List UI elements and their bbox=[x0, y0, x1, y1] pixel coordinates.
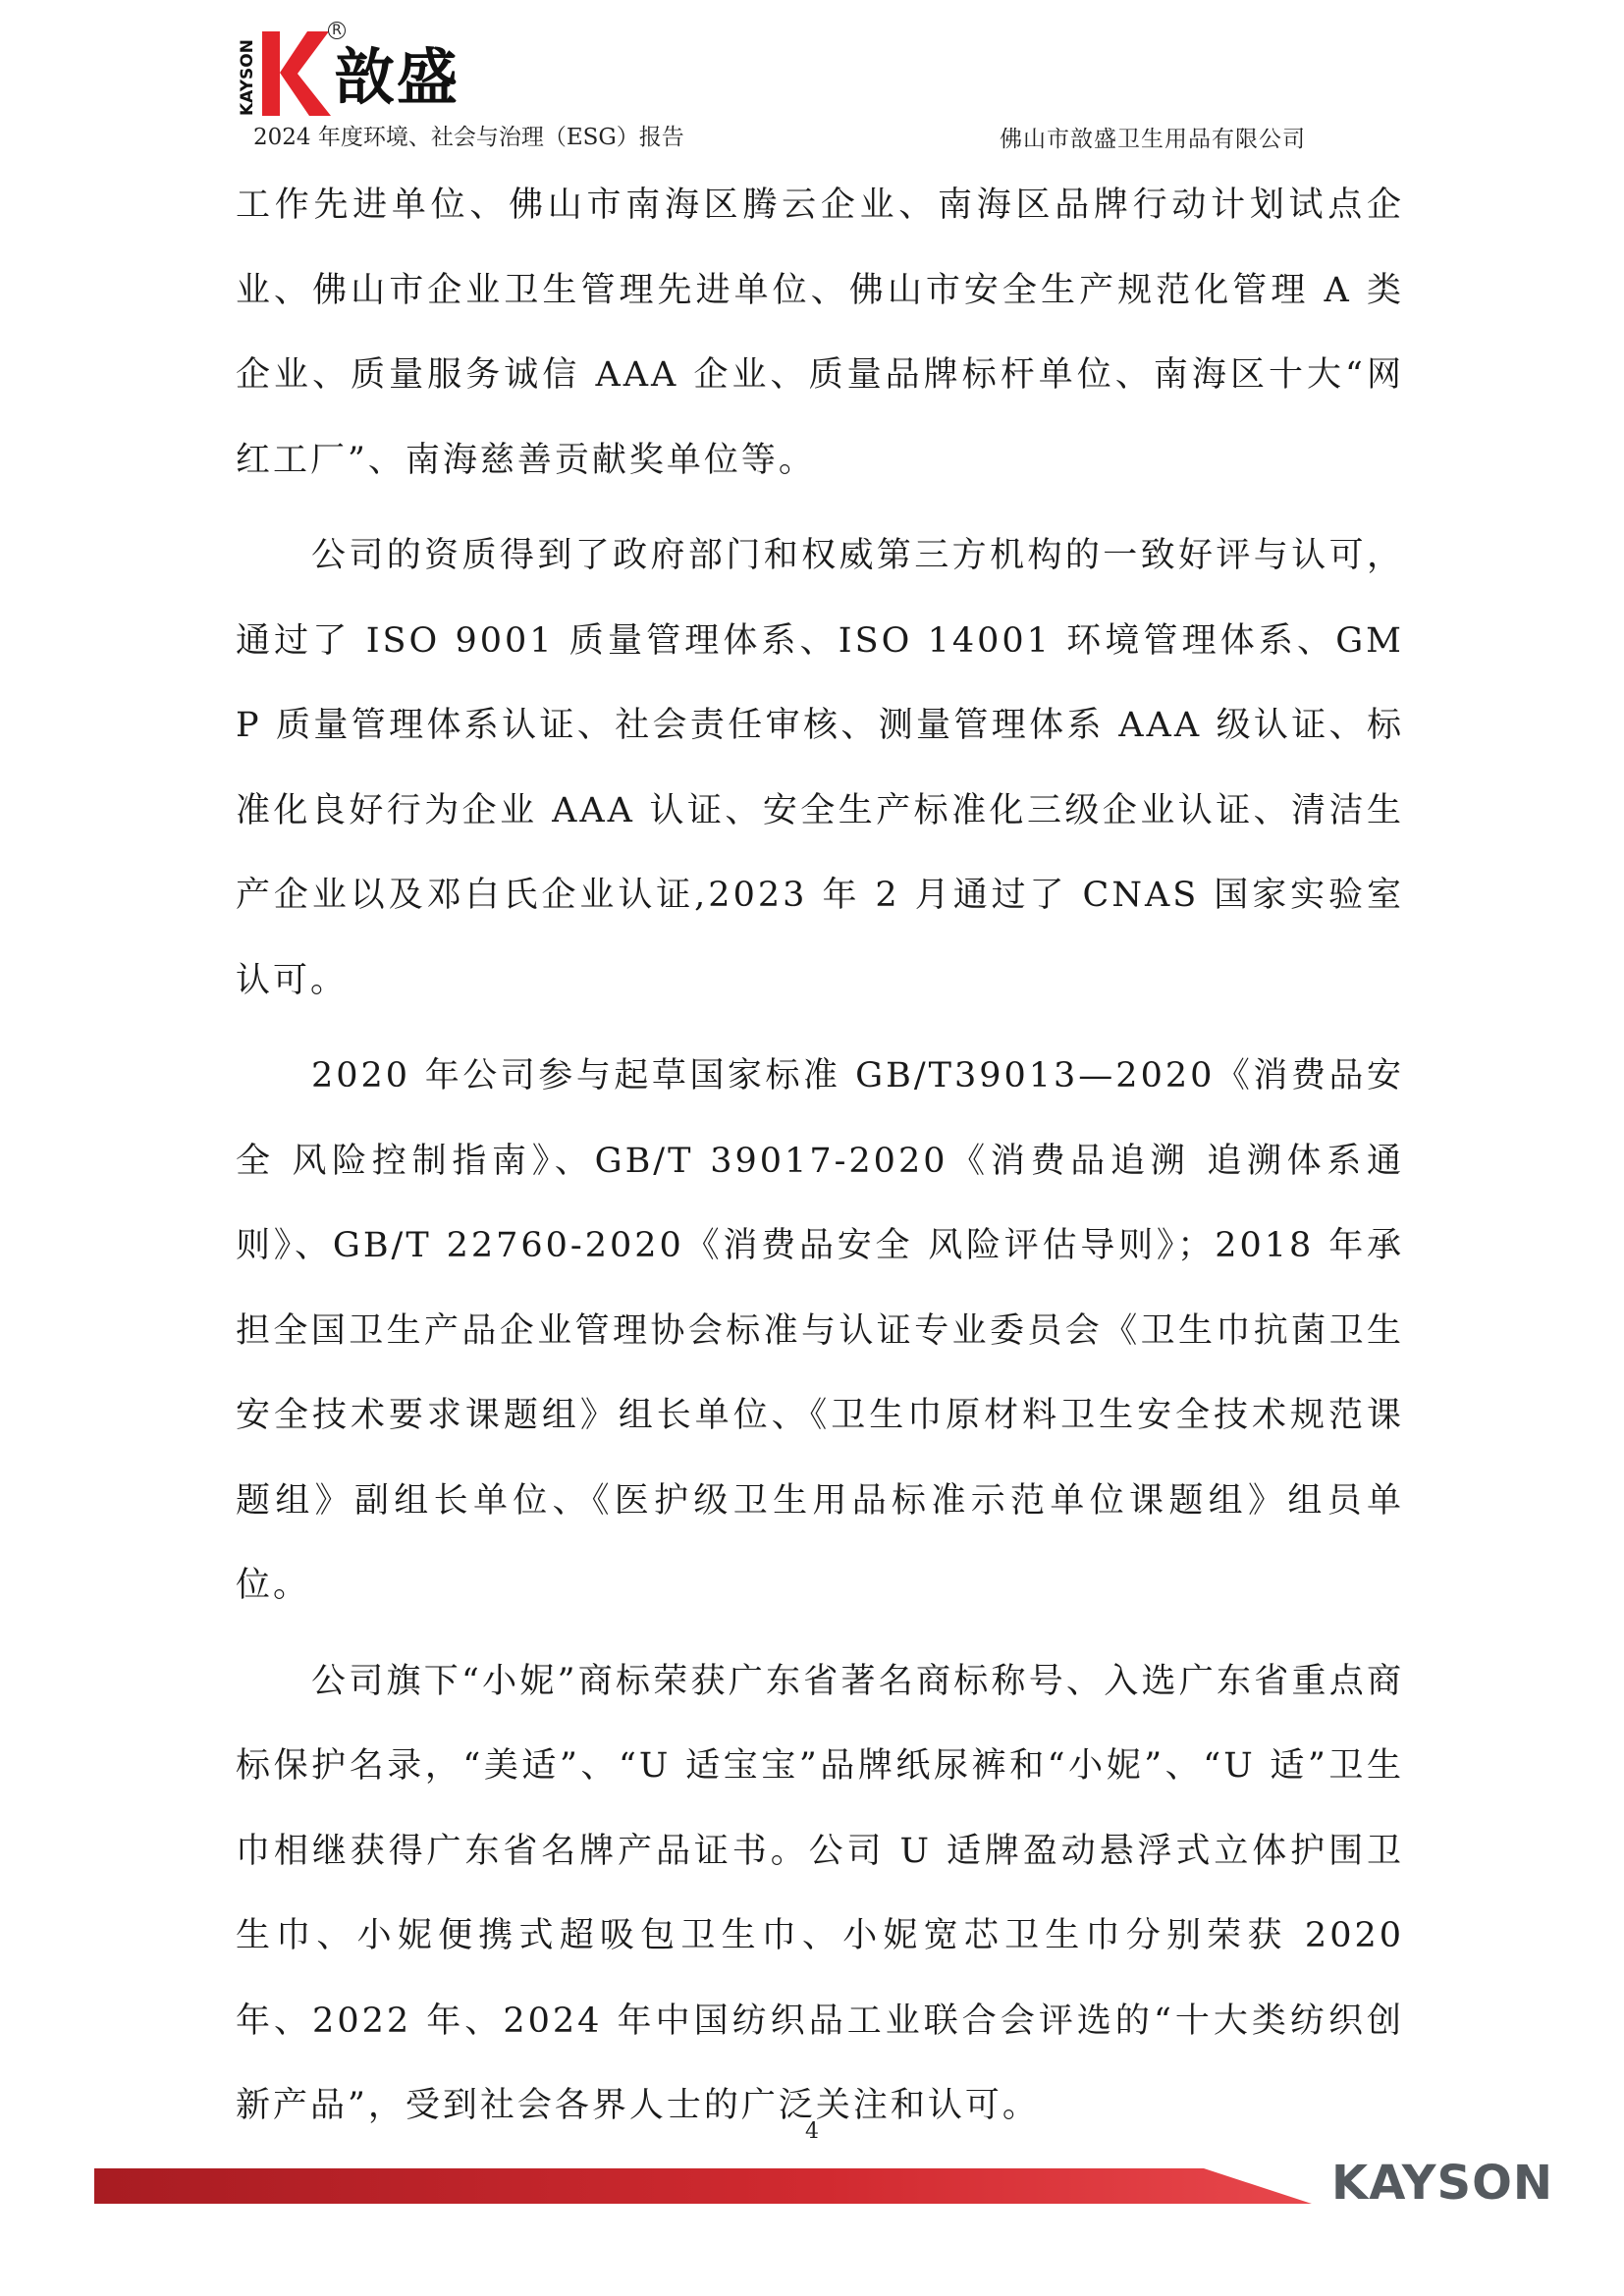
paragraph-trademarks-awards: 公司旗下“小妮”商标荣获广东省著名商标称号、入选广东省重点商标保护名录，“美适”、“U 适宝宝”品牌纸尿裤和“小妮”、“U 适”卫生巾相继获得广东省名牌产品证书。公司 U 适牌盈动悬浮式立体护围卫生巾、小妮便携式超吸包卫生巾、小妮宽芯卫生巾分别荣获 2020 年、2022 年、2024 年中国纺织品工业联合会评选的“十大类纺织创新产品”，受到社会各界人士的广泛关注和认可。 bbox=[236, 1661, 1404, 2125]
registered-trademark-icon: R bbox=[328, 22, 346, 39]
kayson-k-logo-icon bbox=[238, 22, 339, 120]
footer-accent-bar bbox=[94, 2168, 1312, 2204]
paragraph-certifications: 公司的资质得到了政府部门和权威第三方机构的一致好评与认可，通过了 ISO 9001 质量管理体系、ISO 14001 环境管理体系、GMP 质量管理体系认证、社会责任审核、测量管理体系 AAA 级认证、标准化良好行为企业 AAA 认证、安全生产标准化三级企业认证、清洁生产企业以及邓白氏企业认证,2023 年 2 月通过了 CNAS 国家实验室认可。 bbox=[236, 536, 1404, 1000]
report-title-header: 2024 年度环境、社会与治理（ESG）报告 bbox=[253, 125, 684, 150]
paragraph-standards-drafting: 2020 年公司参与起草国家标准 GB/T39013—2020《消费品安全 风险控制指南》、GB/T 39017-2020《消费品追溯 追溯体系通则》、GB/T 22760-2020《消费品安全 风险评估导则》；2018 年承担全国卫生产品企业管理协会标准与认证专业委员会《卫生巾抗菌卫生安全技术要求课题组》组长单位、《卫生巾原材料卫生安全技术规范课题组》副组长单位、《医护级卫生用品标准示范单位课题组》组员单位。 bbox=[236, 1056, 1404, 1605]
company-name-header: 佛山市敨盛卫生用品有限公司 bbox=[1000, 127, 1306, 152]
body-content bbox=[236, 163, 1404, 2160]
logo-chinese-name: 敨盛 bbox=[334, 41, 460, 113]
paragraph-honors-continued: 工作先进单位、佛山市南海区腾云企业、南海区品牌行动计划试点企业、佛山市企业卫生管理先进单位、佛山市安全生产规范化管理 A 类企业、质量服务诚信 AAA 企业、质量品牌标杆单位、南海区十大“网红工厂”、南海慈善贡献奖单位等。 bbox=[236, 186, 1404, 480]
footer-brand-logo: KAYSON bbox=[1331, 2156, 1554, 2211]
logo-vertical-brand: KAYSON bbox=[238, 39, 257, 116]
page-number: 4 bbox=[805, 2119, 819, 2144]
